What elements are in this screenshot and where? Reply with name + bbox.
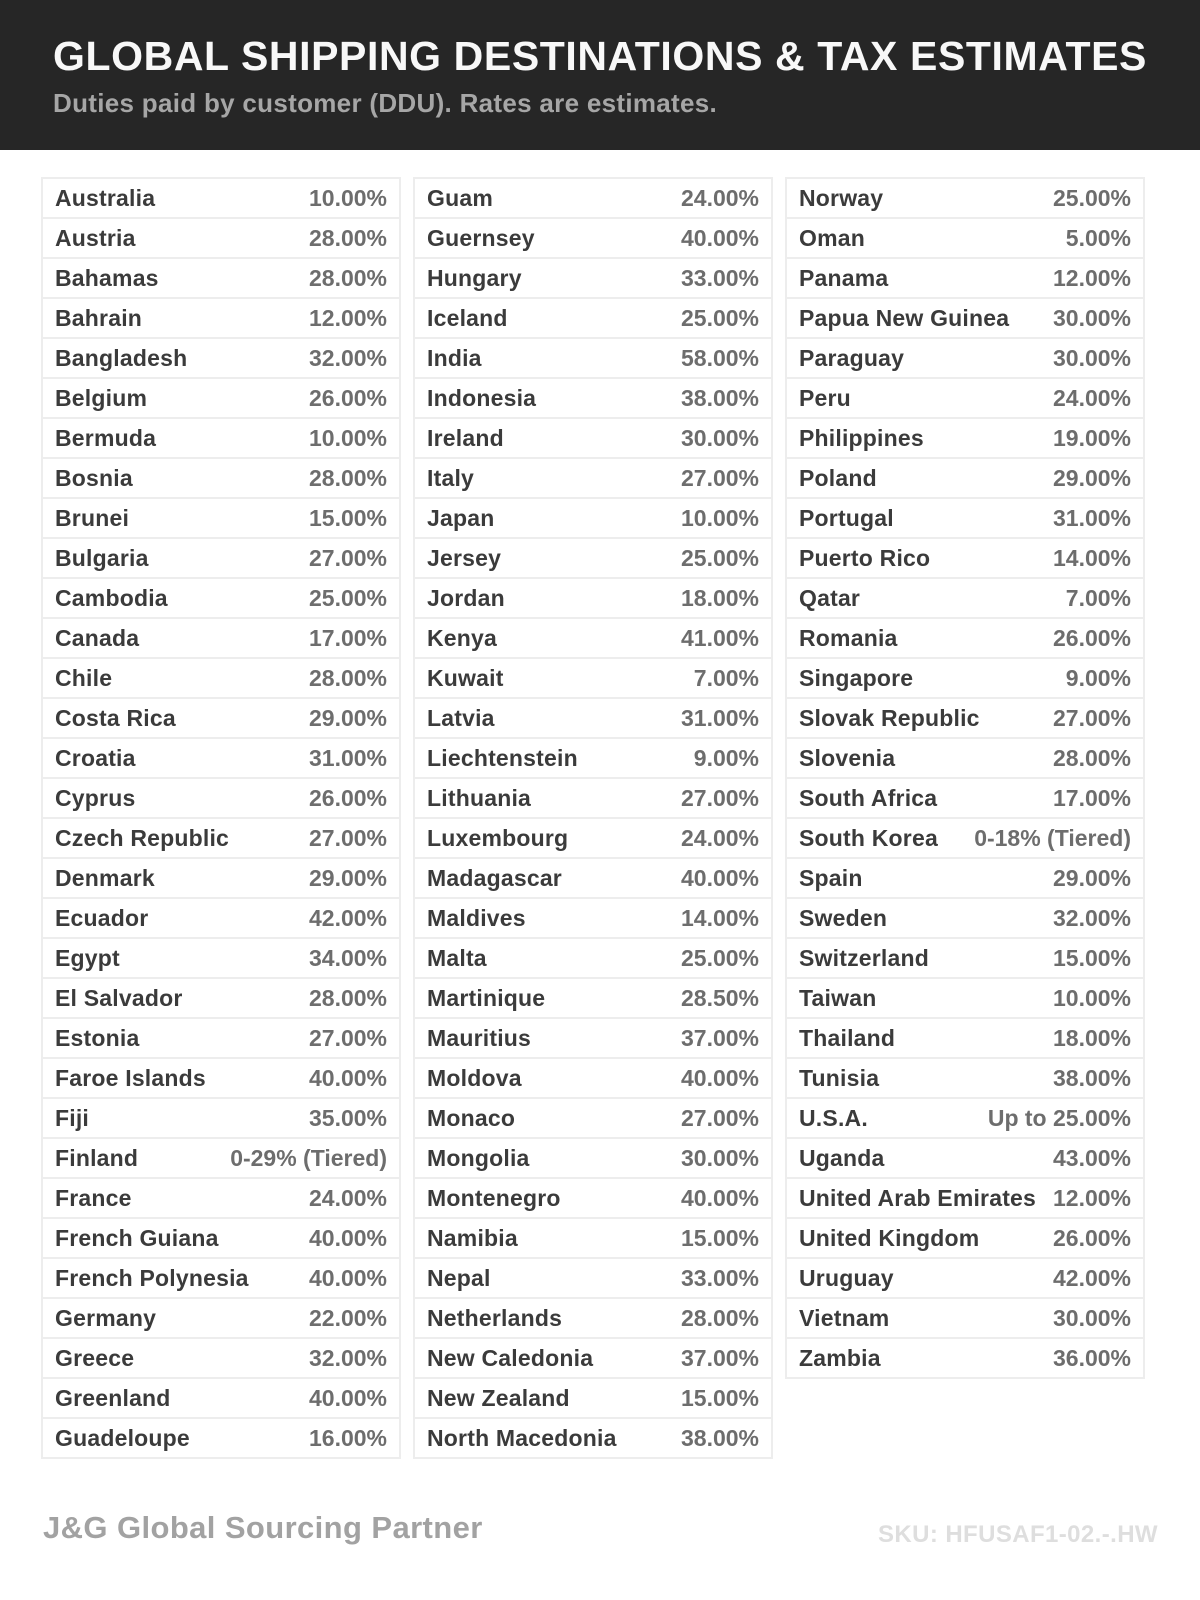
country-name: Montenegro — [427, 1184, 561, 1211]
table-row — [41, 1219, 401, 1259]
country-name: Sweden — [799, 904, 888, 931]
country-name: Hungary — [427, 264, 522, 291]
rate-value: 12.00% — [1052, 264, 1131, 291]
country-name: Kenya — [427, 624, 498, 651]
table-row — [41, 219, 401, 259]
country-name: Lithuania — [427, 784, 532, 811]
country-name: Paraguay — [799, 344, 905, 371]
country-name: Namibia — [427, 1224, 518, 1251]
rate-value: 14.00% — [680, 904, 759, 931]
rate-value: 28.00% — [308, 264, 387, 291]
country-name: Moldova — [427, 1064, 522, 1091]
table-row — [413, 899, 773, 939]
country-name: Uruguay — [799, 1264, 894, 1291]
rate-value: 26.00% — [1052, 624, 1131, 651]
country-name: Guadeloupe — [55, 1424, 190, 1451]
country-name: France — [55, 1184, 132, 1211]
table-row — [413, 819, 773, 859]
rate-value: 32.00% — [1052, 904, 1131, 931]
table-row — [785, 859, 1145, 899]
rate-value: 41.00% — [680, 624, 759, 651]
rate-value: 22.00% — [308, 1304, 387, 1331]
table-column-3 — [785, 177, 1145, 1379]
rate-value: 24.00% — [680, 184, 759, 211]
rate-value: Up to 25.00% — [987, 1104, 1131, 1131]
table-row — [41, 1299, 401, 1339]
rate-value: 5.00% — [1065, 224, 1131, 251]
rate-value: 40.00% — [308, 1064, 387, 1091]
rate-value: 40.00% — [308, 1384, 387, 1411]
rate-value: 40.00% — [680, 1184, 759, 1211]
rate-value: 12.00% — [1052, 1184, 1131, 1211]
table-row — [413, 779, 773, 819]
rate-value: 25.00% — [680, 944, 759, 971]
country-name: Mongolia — [427, 1144, 530, 1171]
table-row — [41, 459, 401, 499]
country-name: Madagascar — [427, 864, 562, 891]
table-row — [785, 1259, 1145, 1299]
country-name: Egypt — [55, 944, 120, 971]
country-name: New Zealand — [427, 1384, 570, 1411]
rate-value: 34.00% — [308, 944, 387, 971]
table-row — [41, 859, 401, 899]
country-name: New Caledonia — [427, 1344, 594, 1371]
table-row — [41, 339, 401, 379]
rate-value: 37.00% — [680, 1344, 759, 1371]
country-name: Taiwan — [799, 984, 877, 1011]
header-banner — [0, 0, 1200, 150]
table-row — [413, 1099, 773, 1139]
sku-label: SKU: HFUSAF1-02.-.HW — [877, 1521, 1158, 1548]
rate-value: 43.00% — [1052, 1144, 1131, 1171]
country-name: Uganda — [799, 1144, 885, 1171]
table-row — [413, 979, 773, 1019]
country-name: Finland — [55, 1144, 139, 1171]
country-name: Iceland — [427, 304, 508, 331]
country-name: Belgium — [55, 384, 148, 411]
shipping-rates-table — [41, 177, 1145, 1459]
rate-value: 24.00% — [1052, 384, 1131, 411]
country-name: Czech Republic — [55, 824, 230, 851]
country-name: United Kingdom — [799, 1224, 980, 1251]
page-title: GLOBAL SHIPPING DESTINATIONS & TAX ESTIMATES — [53, 33, 1147, 79]
country-name: Bangladesh — [55, 344, 188, 371]
table-row — [413, 219, 773, 259]
country-name: U.S.A. — [799, 1104, 868, 1131]
rate-value: 0-18% (Tiered) — [974, 824, 1131, 851]
rate-value: 33.00% — [680, 1264, 759, 1291]
country-name: Switzerland — [799, 944, 930, 971]
rate-value: 24.00% — [308, 1184, 387, 1211]
country-name: French Guiana — [55, 1224, 219, 1251]
country-name: Costa Rica — [55, 704, 176, 731]
page-subtitle: Duties paid by customer (DDU). Rates are estimates. — [53, 88, 718, 119]
country-name: Papua New Guinea — [799, 304, 1010, 331]
country-name: Thailand — [799, 1024, 896, 1051]
rate-value: 17.00% — [308, 624, 387, 651]
country-name: Cyprus — [55, 784, 136, 811]
table-row — [413, 1299, 773, 1339]
table-row — [785, 899, 1145, 939]
country-name: Japan — [427, 504, 495, 531]
table-row — [41, 1259, 401, 1299]
table-row — [785, 419, 1145, 459]
country-name: Bahamas — [55, 264, 159, 291]
table-row — [41, 579, 401, 619]
rate-value: 25.00% — [1052, 184, 1131, 211]
rate-value: 27.00% — [308, 544, 387, 571]
country-name: Philippines — [799, 424, 924, 451]
country-name: Tunisia — [799, 1064, 880, 1091]
rate-value: 12.00% — [308, 304, 387, 331]
country-name: Norway — [799, 184, 884, 211]
table-row — [41, 1059, 401, 1099]
country-name: United Arab Emirates — [799, 1184, 1037, 1211]
table-row — [785, 179, 1145, 219]
table-row — [413, 499, 773, 539]
table-row — [785, 659, 1145, 699]
country-name: Netherlands — [427, 1304, 563, 1331]
rate-value: 30.00% — [1052, 344, 1131, 371]
country-name: Nepal — [427, 1264, 491, 1291]
rate-value: 18.00% — [680, 584, 759, 611]
table-row — [413, 379, 773, 419]
rate-value: 7.00% — [1065, 584, 1131, 611]
rate-value: 30.00% — [1052, 304, 1131, 331]
rate-value: 29.00% — [1052, 864, 1131, 891]
country-name: Oman — [799, 224, 865, 251]
table-row — [413, 1219, 773, 1259]
country-name: El Salvador — [55, 984, 183, 1011]
rate-value: 25.00% — [680, 304, 759, 331]
rate-value: 58.00% — [680, 344, 759, 371]
rate-value: 32.00% — [308, 344, 387, 371]
rate-value: 28.00% — [680, 1304, 759, 1331]
rate-value: 15.00% — [1052, 944, 1131, 971]
rate-value: 40.00% — [308, 1264, 387, 1291]
rate-value: 42.00% — [308, 904, 387, 931]
table-column-2 — [413, 177, 773, 1459]
country-name: French Polynesia — [55, 1264, 249, 1291]
country-name: Brunei — [55, 504, 130, 531]
country-name: Cambodia — [55, 584, 168, 611]
country-name: Bulgaria — [55, 544, 149, 571]
country-name: Malta — [427, 944, 487, 971]
table-row — [41, 1379, 401, 1419]
rate-value: 37.00% — [680, 1024, 759, 1051]
table-row — [413, 739, 773, 779]
rate-value: 29.00% — [308, 704, 387, 731]
country-name: Australia — [55, 184, 156, 211]
rate-value: 29.00% — [308, 864, 387, 891]
rate-value: 29.00% — [1052, 464, 1131, 491]
country-name: Austria — [55, 224, 136, 251]
table-row — [785, 739, 1145, 779]
rate-value: 30.00% — [1052, 1304, 1131, 1331]
rate-value: 28.00% — [308, 984, 387, 1011]
country-name: Panama — [799, 264, 889, 291]
rate-value: 28.00% — [308, 224, 387, 251]
table-row — [413, 1339, 773, 1379]
country-name: Bahrain — [55, 304, 143, 331]
country-name: Indonesia — [427, 384, 537, 411]
country-name: Jordan — [427, 584, 505, 611]
table-row — [41, 379, 401, 419]
table-row — [413, 459, 773, 499]
country-name: Mauritius — [427, 1024, 532, 1051]
rate-value: 30.00% — [680, 1144, 759, 1171]
table-row — [785, 1179, 1145, 1219]
table-row — [785, 299, 1145, 339]
country-name: Greece — [55, 1344, 135, 1371]
country-name: Bosnia — [55, 464, 133, 491]
rate-value: 31.00% — [308, 744, 387, 771]
table-row — [41, 499, 401, 539]
rate-value: 0-29% (Tiered) — [230, 1144, 387, 1171]
table-row — [785, 1139, 1145, 1179]
table-row — [413, 419, 773, 459]
table-row — [785, 579, 1145, 619]
rate-value: 26.00% — [308, 784, 387, 811]
table-row — [41, 259, 401, 299]
table-row — [41, 1339, 401, 1379]
table-row — [413, 579, 773, 619]
table-row — [785, 339, 1145, 379]
table-row — [785, 979, 1145, 1019]
rate-value: 38.00% — [680, 1424, 759, 1451]
rate-value: 33.00% — [680, 264, 759, 291]
table-row — [41, 819, 401, 859]
table-row — [785, 619, 1145, 659]
country-name: Romania — [799, 624, 898, 651]
rate-value: 14.00% — [1052, 544, 1131, 571]
country-name: Bermuda — [55, 424, 157, 451]
table-row — [41, 899, 401, 939]
table-row — [413, 259, 773, 299]
table-row — [41, 659, 401, 699]
table-row — [785, 539, 1145, 579]
country-name: Chile — [55, 664, 113, 691]
rate-value: 10.00% — [308, 424, 387, 451]
rate-value: 27.00% — [680, 464, 759, 491]
table-row — [413, 699, 773, 739]
table-row — [413, 299, 773, 339]
rate-value: 27.00% — [308, 824, 387, 851]
table-row — [413, 339, 773, 379]
rate-value: 9.00% — [693, 744, 759, 771]
rate-value: 27.00% — [680, 1104, 759, 1131]
country-name: Estonia — [55, 1024, 140, 1051]
table-row — [413, 859, 773, 899]
country-name: Peru — [799, 384, 851, 411]
table-row — [413, 939, 773, 979]
rate-value: 32.00% — [308, 1344, 387, 1371]
rate-value: 27.00% — [308, 1024, 387, 1051]
rate-value: 26.00% — [1052, 1224, 1131, 1251]
table-row — [413, 1259, 773, 1299]
table-row — [41, 1419, 401, 1459]
table-row — [785, 219, 1145, 259]
country-name: Liechtenstein — [427, 744, 578, 771]
country-name: Zambia — [799, 1344, 881, 1371]
country-name: Luxembourg — [427, 824, 569, 851]
country-name: South Korea — [799, 824, 938, 851]
table-row — [785, 459, 1145, 499]
rate-value: 38.00% — [680, 384, 759, 411]
table-row — [785, 1019, 1145, 1059]
table-row — [413, 1419, 773, 1459]
rate-value: 18.00% — [1052, 1024, 1131, 1051]
table-row — [41, 299, 401, 339]
rate-value: 40.00% — [680, 1064, 759, 1091]
country-name: Croatia — [55, 744, 136, 771]
table-row — [785, 1339, 1145, 1379]
rate-value: 10.00% — [1052, 984, 1131, 1011]
table-row — [41, 619, 401, 659]
rate-value: 31.00% — [1052, 504, 1131, 531]
table-row — [413, 539, 773, 579]
rate-value: 26.00% — [308, 384, 387, 411]
rate-value: 38.00% — [1052, 1064, 1131, 1091]
rate-value: 17.00% — [1052, 784, 1131, 811]
country-name: South Africa — [799, 784, 938, 811]
brand-name: J&G Global Sourcing Partner — [43, 1510, 483, 1545]
rate-value: 25.00% — [308, 584, 387, 611]
country-name: Vietnam — [799, 1304, 890, 1331]
country-name: Italy — [427, 464, 475, 491]
rate-value: 35.00% — [308, 1104, 387, 1131]
rate-value: 9.00% — [1065, 664, 1131, 691]
rate-value: 28.00% — [308, 464, 387, 491]
country-name: Kuwait — [427, 664, 504, 691]
table-row — [41, 699, 401, 739]
country-name: Latvia — [427, 704, 495, 731]
rate-value: 24.00% — [680, 824, 759, 851]
table-row — [785, 1059, 1145, 1099]
rate-value: 10.00% — [680, 504, 759, 531]
table-row — [41, 1179, 401, 1219]
country-name: North Macedonia — [427, 1424, 617, 1451]
rate-value: 40.00% — [680, 224, 759, 251]
table-row — [413, 1379, 773, 1419]
rate-value: 16.00% — [308, 1424, 387, 1451]
country-name: Fiji — [55, 1104, 90, 1131]
table-row — [41, 419, 401, 459]
country-name: Maldives — [427, 904, 526, 931]
rate-value: 10.00% — [308, 184, 387, 211]
country-name: Ireland — [427, 424, 504, 451]
table-row — [41, 1019, 401, 1059]
table-row — [413, 1059, 773, 1099]
rate-value: 28.00% — [1052, 744, 1131, 771]
rate-value: 27.00% — [680, 784, 759, 811]
table-row — [413, 619, 773, 659]
rate-value: 28.50% — [680, 984, 759, 1011]
rate-value: 40.00% — [308, 1224, 387, 1251]
country-name: Jersey — [427, 544, 502, 571]
rate-value: 19.00% — [1052, 424, 1131, 451]
table-row — [413, 1179, 773, 1219]
country-name: Monaco — [427, 1104, 516, 1131]
rate-value: 42.00% — [1052, 1264, 1131, 1291]
country-name: Guam — [427, 184, 493, 211]
country-name: Spain — [799, 864, 863, 891]
rate-value: 15.00% — [308, 504, 387, 531]
rate-value: 31.00% — [680, 704, 759, 731]
country-name: Guernsey — [427, 224, 535, 251]
table-row — [413, 179, 773, 219]
table-row — [785, 699, 1145, 739]
rate-value: 36.00% — [1052, 1344, 1131, 1371]
country-name: Qatar — [799, 584, 861, 611]
table-row — [785, 939, 1145, 979]
table-row — [41, 779, 401, 819]
country-name: Ecuador — [55, 904, 149, 931]
country-name: Slovak Republic — [799, 704, 980, 731]
country-name: Puerto Rico — [799, 544, 931, 571]
country-name: Canada — [55, 624, 140, 651]
country-name: Martinique — [427, 984, 546, 1011]
rate-value: 7.00% — [693, 664, 759, 691]
table-row — [41, 539, 401, 579]
table-row — [413, 1139, 773, 1179]
country-name: Slovenia — [799, 744, 896, 771]
rate-value: 28.00% — [308, 664, 387, 691]
rate-value: 30.00% — [680, 424, 759, 451]
country-name: Germany — [55, 1304, 157, 1331]
country-name: Portugal — [799, 504, 894, 531]
rate-value: 40.00% — [680, 864, 759, 891]
table-row — [41, 1099, 401, 1139]
table-row — [41, 1139, 401, 1179]
table-row — [41, 739, 401, 779]
table-row — [785, 819, 1145, 859]
table-row — [785, 379, 1145, 419]
country-name: Faroe Islands — [55, 1064, 206, 1091]
table-column-1 — [41, 177, 401, 1459]
rate-value: 15.00% — [680, 1384, 759, 1411]
rate-value: 25.00% — [680, 544, 759, 571]
country-name: India — [427, 344, 482, 371]
country-name: Denmark — [55, 864, 155, 891]
table-row — [41, 979, 401, 1019]
country-name: Poland — [799, 464, 877, 491]
table-row — [413, 659, 773, 699]
table-row — [41, 179, 401, 219]
table-row — [413, 1019, 773, 1059]
rate-value: 15.00% — [680, 1224, 759, 1251]
country-name: Singapore — [799, 664, 914, 691]
country-name: Greenland — [55, 1384, 171, 1411]
rate-value: 27.00% — [1052, 704, 1131, 731]
table-row — [785, 499, 1145, 539]
table-row — [785, 259, 1145, 299]
table-row — [785, 1219, 1145, 1259]
table-row — [785, 779, 1145, 819]
table-row — [785, 1099, 1145, 1139]
table-row — [41, 939, 401, 979]
table-row — [785, 1299, 1145, 1339]
